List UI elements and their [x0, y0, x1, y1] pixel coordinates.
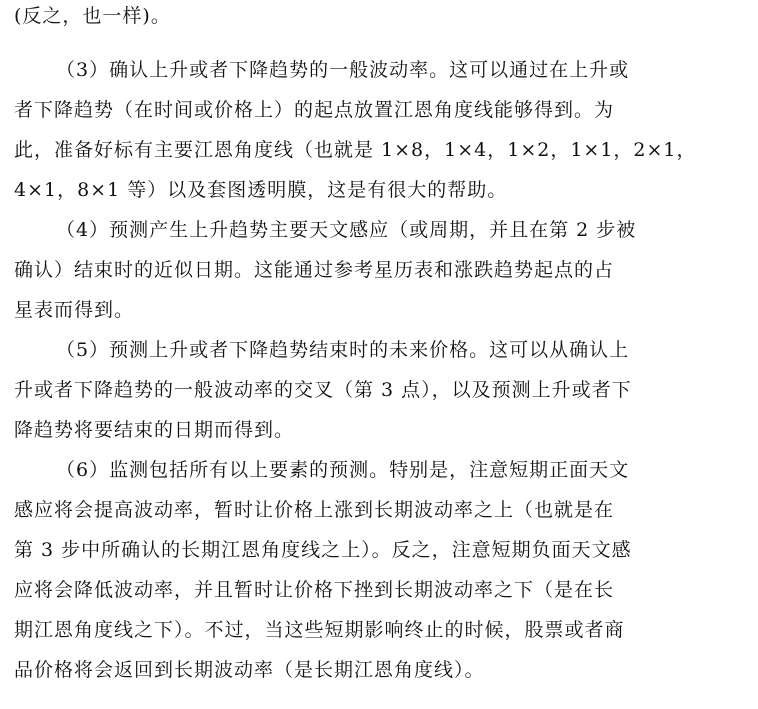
text-line-6: （4）预测产生上升趋势主要天文感应（或周期，并且在第 2 步被 — [56, 219, 637, 241]
text-line-12: （6）监测包括所有以上要素的预测。特别是，注意短期正面天文 — [56, 459, 630, 481]
text-line-8: 星表而得到。 — [14, 299, 135, 321]
text-line-9: （5）预测上升或者下降趋势结束时的未来价格。这可以从确认上 — [56, 339, 630, 361]
text-line-5: 4×1，8×1 等）以及套图透明膜，这是有很大的帮助。 — [14, 179, 508, 201]
text-line-17: 品价格将会返回到长期波动率（是长期江恩角度线）。 — [14, 659, 485, 681]
text-line-3: 者下降趋势（在时间或价格上）的起点放置江恩角度线能够得到。为 — [14, 99, 615, 121]
text-line-14: 第 3 步中所确认的长期江恩角度线之上）。反之，注意短期负面天文感 — [14, 539, 632, 561]
text-line-1: (反之，也一样)。 — [14, 5, 171, 27]
text-line-4: 此，准备好标有主要江恩角度线（也就是 1×8，1×4，1×2，1×1，2×1， — [14, 139, 697, 161]
text-line-11: 降趋势将要结束的日期而得到。 — [14, 419, 295, 441]
text-line-15: 应将会降低波动率，并且暂时让价格下挫到长期波动率之下（是在长 — [14, 579, 615, 601]
text-line-2: （3）确认上升或者下降趋势的一般波动率。这可以通过在上升或 — [56, 59, 630, 81]
text-line-10: 升或者下降趋势的一般波动率的交叉（第 3 点），以及预测上升或者下 — [14, 379, 632, 401]
text-line-16: 期江恩角度线之下）。不过，当这些短期影响终止的时候，股票或者商 — [14, 619, 625, 641]
text-line-13: 感应将会提高波动率，暂时让价格上涨到长期波动率之上（也就是在 — [14, 499, 615, 521]
text-line-7: 确认）结束时的近似日期。这能通过参考星历表和涨跌趋势起点的占 — [14, 259, 615, 281]
